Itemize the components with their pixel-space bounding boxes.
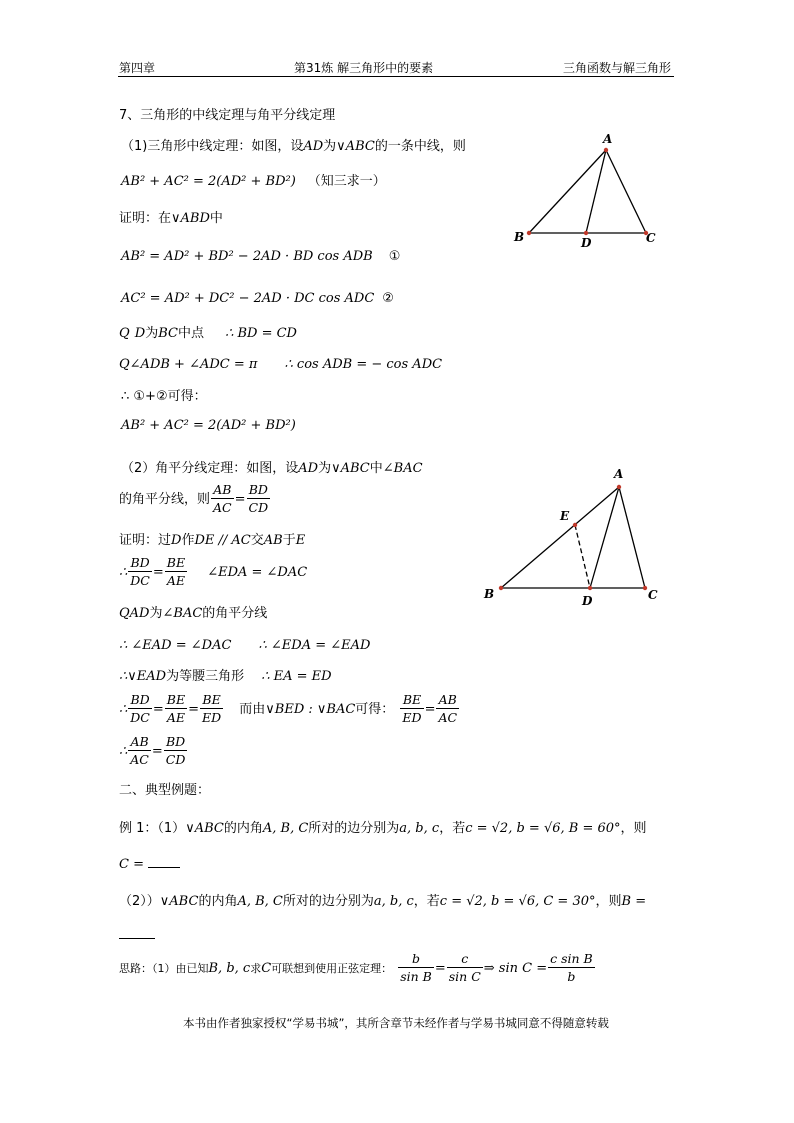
p1-formula: AB² + AC² = 2(AD² + BD²) （知三求一） — [121, 174, 386, 189]
bisector-diagram — [478, 462, 678, 612]
diagram2-label-c: C — [648, 588, 658, 602]
isosceles-line: ∴∨EAD为等腰三角形 ∴ EA = ED — [119, 669, 332, 684]
p2-theorem: 的角平分线，则 $\frac{AB}{AC}$ = $\frac{BD}{CD}$ — [119, 482, 269, 515]
copyright-footer: 本书由作者独家授权“学易书城”，其所含章节未经作者与学易书城同意不得随意转载 — [183, 1016, 609, 1030]
midpoint-line: Q D为BC中点 ∴ BD = CD — [119, 326, 297, 341]
section7-title: 7、三角形的中线定理与角平分线定理 — [119, 108, 336, 123]
example-1-part-2: （2））∨ABC的内角A, B, C所对的边分别为a, b, c，若c = √2, b = √6, C = 30°，则B = — [119, 894, 647, 909]
solution-idea: 思路：（1）由已知B, b, c求C可联想到使用正弦定理： $\frac{b}{\text{sin B}}$ = $\frac{c}{\text{sin C}}$ ⇒ sin C = $\frac{\text{c sin B}}{b}$ — [119, 951, 593, 984]
diagram2-label-e: E — [560, 509, 570, 523]
diagram2-label-a: A — [614, 467, 624, 481]
median-diagram — [500, 128, 670, 253]
proof1-intro: 证明：在∨ABD中 — [119, 211, 223, 226]
proof2-intro: 证明：过D作DE // AC交AB于E — [119, 533, 306, 548]
diagram2-label-b: B — [484, 587, 495, 601]
diagram1-label-d: D — [581, 236, 592, 250]
p2-intro: （2）角平分线定理：如图，设AD为∨ABC中∠BAC — [121, 461, 423, 476]
p1-intro: （1)三角形中线定理：如图，设AD为∨ABC的一条中线，则 — [121, 139, 466, 154]
section2-title: 二、典型例题： — [119, 783, 211, 798]
diagram1-label-a: A — [603, 132, 613, 146]
example-1-blank-2 — [119, 938, 155, 939]
header-lesson: 第31炼 解三角形中的要素 — [294, 61, 434, 75]
diagram1-label-c: C — [646, 231, 656, 245]
add-line: ∴ ①+②可得： — [121, 389, 207, 404]
diagram1-label-b: B — [514, 230, 525, 244]
p1-result: AB² + AC² = 2(AD² + BD²) — [121, 418, 296, 433]
proof2-ratio: ∴ $\frac{BD}{DC}$ = $\frac{BE}{AE}$ ∠EDA = ∠DAC — [119, 555, 308, 588]
similar-line: ∴ $\frac{BD}{DC}$ = $\frac{BE}{AE}$ = $\frac{BE}{ED}$ 而由∨BED : ∨BAC可得： $\frac{BE}{ED}$ = $\frac{AB}{AC}$ — [119, 692, 458, 725]
bisector-line: QAD为∠BAC的角平分线 — [119, 606, 268, 621]
header-rule — [118, 76, 674, 77]
header-topic: 三角函数与解三角形 — [563, 61, 672, 75]
ead-line: ∴ ∠EAD = ∠DAC ∴ ∠EDA = ∠EAD — [119, 638, 371, 653]
angle-line: Q∠ADB + ∠ADC = π ∴ cos ADB = − cos ADC — [119, 357, 443, 372]
equation-2: AC² = AD² + DC² − 2AD · DC cos ADC ② — [121, 291, 394, 306]
example-1-blank-1: C = — [119, 853, 180, 872]
diagram2-label-d: D — [582, 594, 593, 608]
equation-1: AB² = AD² + BD² − 2AD · BD cos ADB ① — [121, 249, 401, 264]
conclusion-line: ∴ $\frac{AB}{AC}$ = $\frac{BD}{CD}$ — [119, 734, 186, 767]
header-chapter: 第四章 — [119, 61, 156, 75]
example-1-part-1: 例 1：（1）∨ABC的内角A, B, C所对的边分别为a, b, c，若c = √2, b = √6, B = 60°，则 — [119, 821, 647, 836]
